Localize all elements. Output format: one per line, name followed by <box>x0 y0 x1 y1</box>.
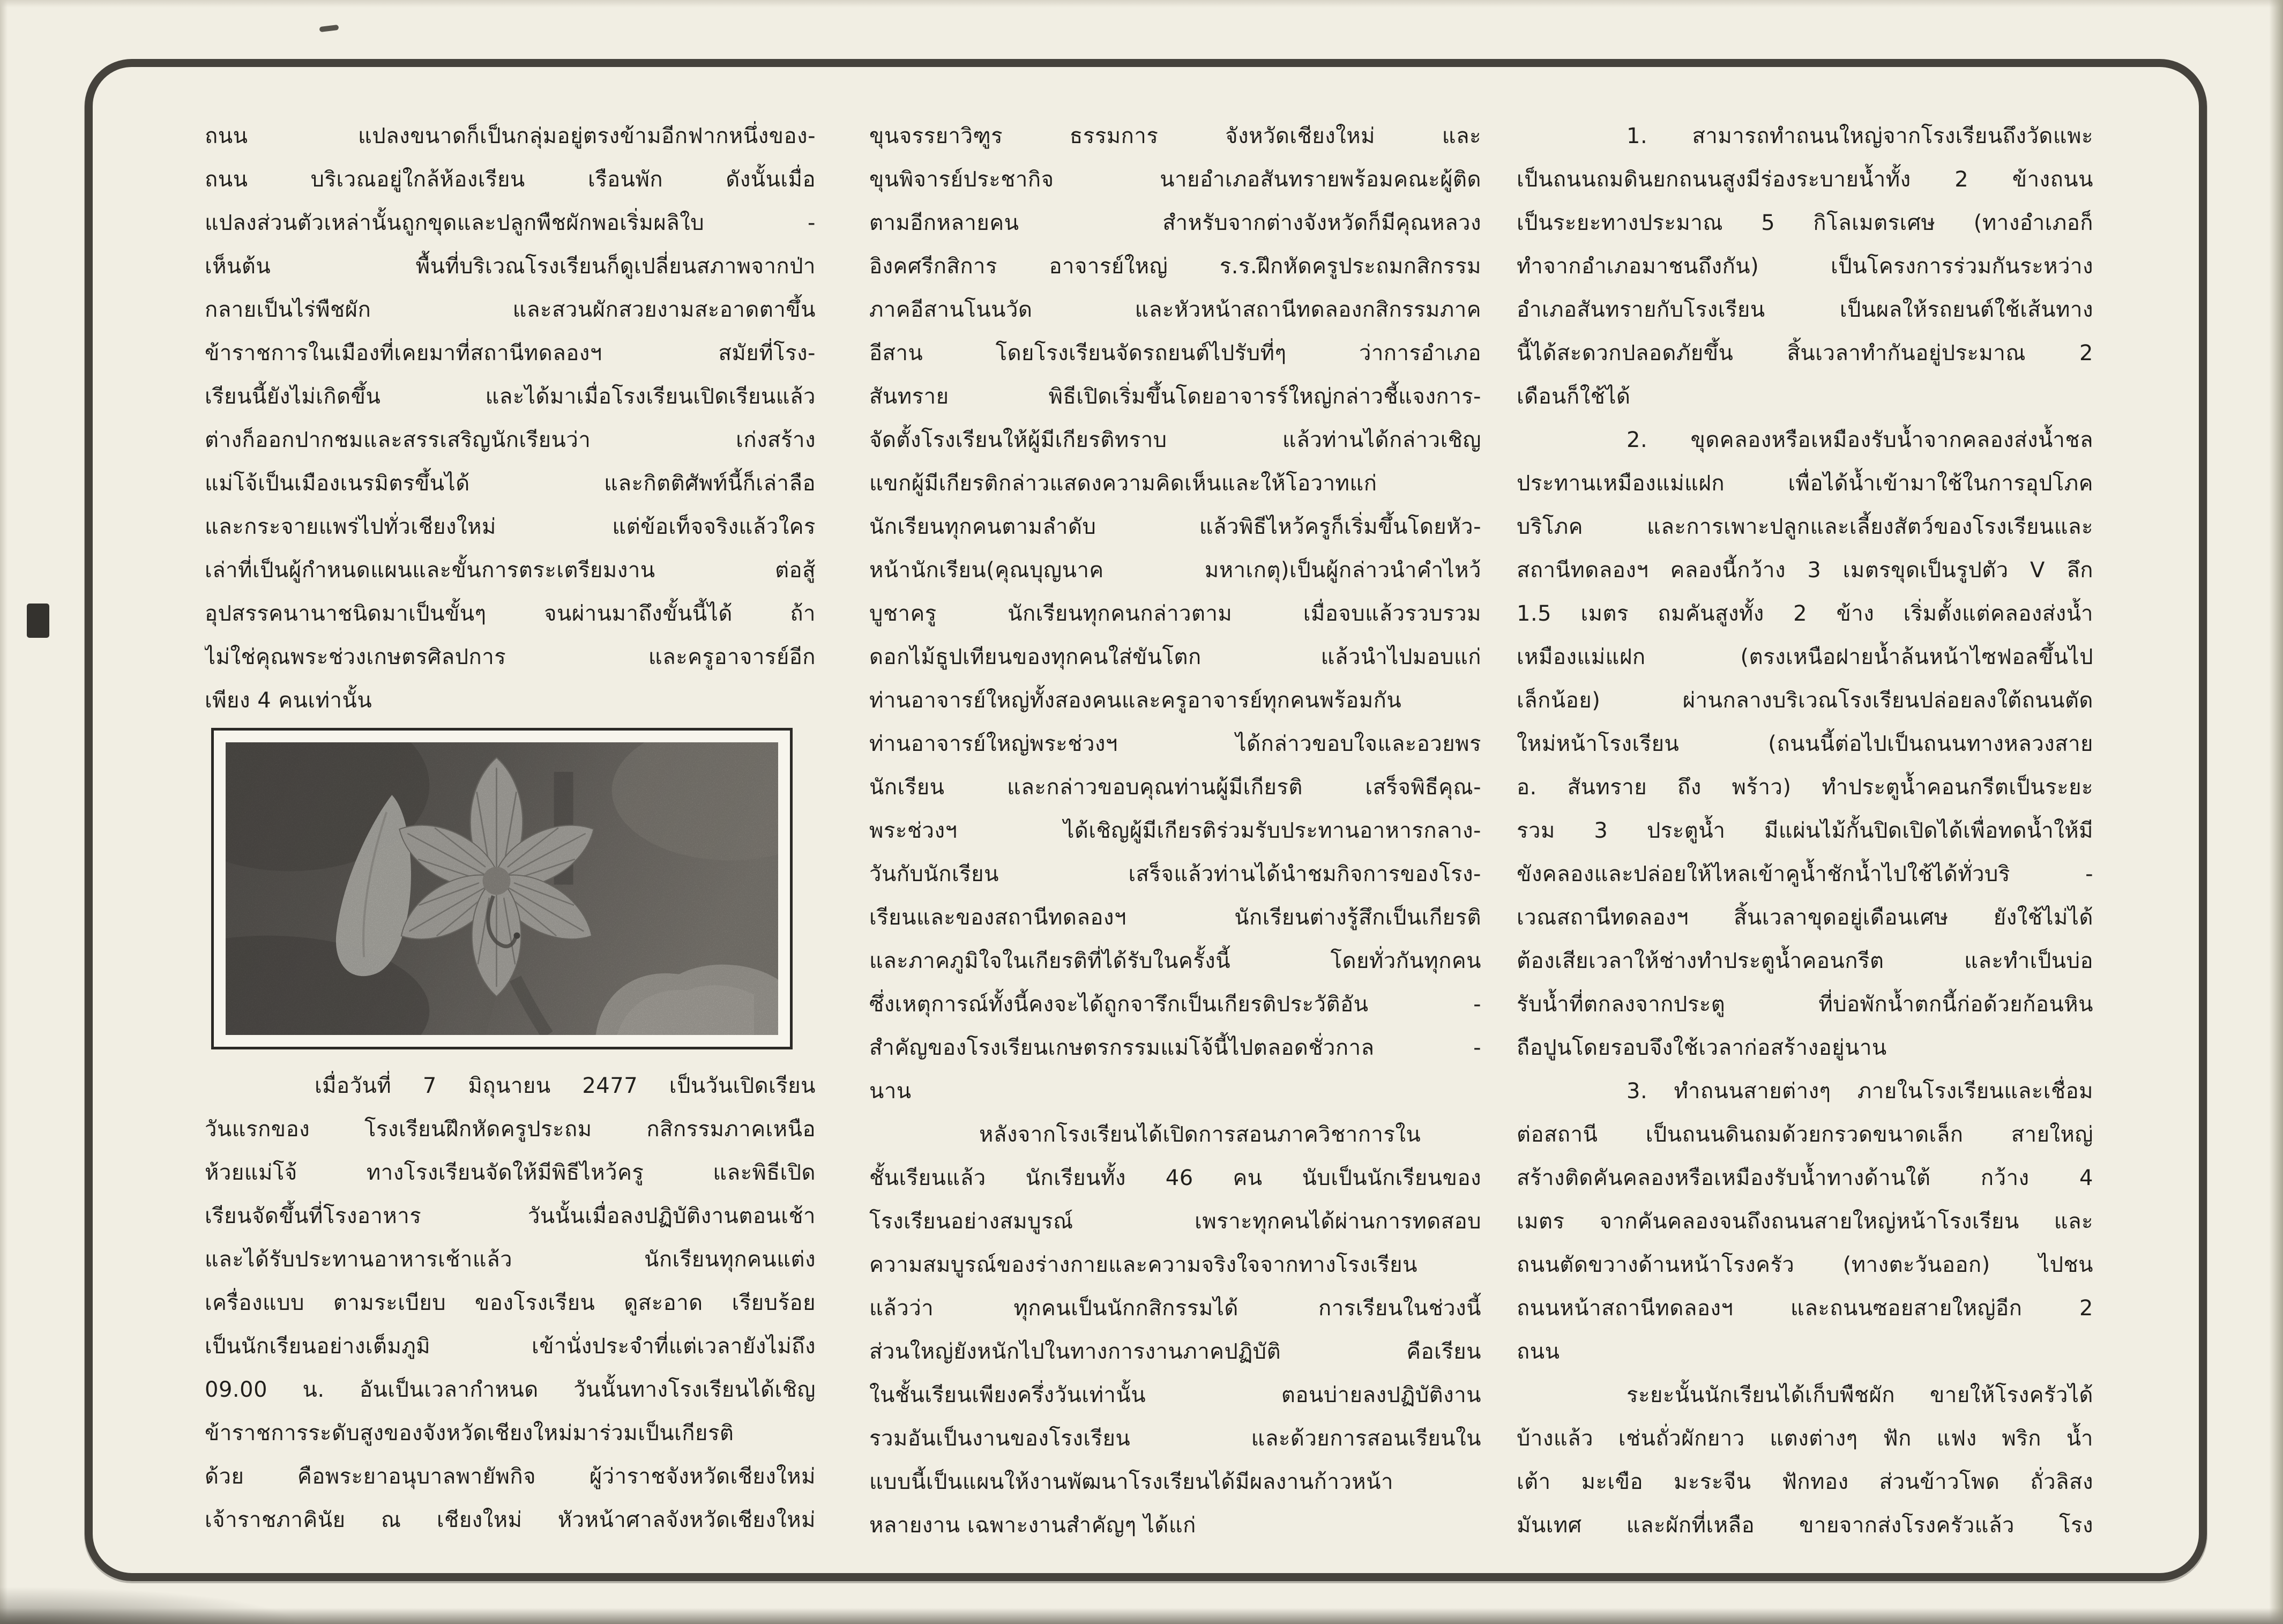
amaryllis-flower-illustration <box>226 742 778 1035</box>
text-line: 1. สามารถทำถนนใหญ่จากโรงเรียนถึงวัดแพะ <box>1627 124 2093 148</box>
text-line: ถนนตัดขวางด้านหน้าโรงครัว (ทางตะวันออก) ไปชน <box>1517 1253 2093 1277</box>
text-line: ถนน <box>1517 1339 1560 1364</box>
text-line: แขกผู้มีเกียรติกล่าวแสดงความคิดเห็นและให้โอวาทแก่ <box>869 471 1377 496</box>
text-line: โรงเรียนอย่างสมบูรณ์ เพราะทุกคนได้ผ่านการทดสอบ <box>869 1209 1481 1234</box>
paragraph <box>205 1064 816 1542</box>
text-line: ส่วนใหญ่ยังหนักไปในทางการงานภาคปฏิบัติ คือเรียน <box>869 1339 1481 1364</box>
text-line: จัดตั้งโรงเรียนให้ผู้มีเกียรติทราบ แล้วท่านได้กล่าวเชิญ <box>869 428 1481 452</box>
text-line: ข้าราชการในเมืองที่เคยมาที่สถานีทดลองฯ สมัยที่โรง- <box>205 341 816 366</box>
scan-corner-shadow <box>0 1586 300 1624</box>
text-line: นักเรียน และกล่าวขอบคุณท่านผู้มีเกียรติ เสร็จพิธีคุณ- <box>869 775 1481 800</box>
text-line: เพียง 4 คนเท่านั้น <box>205 688 372 713</box>
text-line: ถนน แปลงขนาดก็เป็นกลุ่มอยู่ตรงข้ามอีกฟากหนึ่งของ- <box>205 124 816 148</box>
text-line: กลายเป็นไร่พืชผัก และสวนผักสวยงามสะอาดตาขึ้น <box>205 297 816 322</box>
text-line: เป็นระยะทางประมาณ 5 กิโลเมตรเศษ (ทางอำเภอก็ <box>1517 211 2093 235</box>
text-line: ชั้นเรียนแล้ว นักเรียนทั้ง 46 คน นับเป็นนักเรียนของ <box>869 1166 1481 1190</box>
text-line: รับน้ำที่ตกลงจากประตู ที่บ่อพักน้ำตกนี้ก่อด้วยก้อนหิน <box>1517 992 2093 1017</box>
text-line: นี้ได้สะดวกปลอดภัยขึ้น สิ้นเวลาทำกันอยู่ประมาณ 2 <box>1517 341 2093 366</box>
text-line: 2. ขุดคลองหรือเหมืองรับน้ำจากคลองส่งน้ำชล <box>1627 428 2093 452</box>
text-line: สันทราย พิธีเปิดเริ่มขึ้นโดยอาจารร์ใหญ่กล่าวชี้แจงการ- <box>869 384 1481 409</box>
text-line: ด้วย คือพระยาอนุบาลพายัพกิจ ผู้ว่าราชจังหวัดเชียงใหม่ <box>205 1464 816 1489</box>
text-line: เป็นถนนถมดินยกถนนสูงมีร่องระบายน้ำทั้ง 2 ข้างถนน <box>1517 167 2093 192</box>
text-line: ดอกไม้ธูปเทียนของทุกคนใส่ขันโตก แล้วนำไปมอบแก่ <box>869 645 1481 669</box>
text-line: เรียนนี้ยังไม่เกิดขึ้น และได้มาเมื่อโรงเรียนเปิดเรียนแล้ว <box>205 384 816 409</box>
text-line: เป็นนักเรียนอย่างเต็มภูมิ เข้านั่งประจำที่แต่เวลายังไม่ถึง <box>205 1334 816 1359</box>
text-line: บูชาครู นักเรียนทุกคนกล่าวตาม เมื่อจบแล้วรวบรวม <box>869 601 1481 626</box>
paragraph <box>1517 1070 2093 1374</box>
text-line: แปลงส่วนตัวเหล่านั้นถูกขุดและปลูกพืชผักพอเริ่มผลิใบ - <box>205 211 816 235</box>
text-line: อ. สันทราย ถึง พร้าว) ทำประตูน้ำคอนกรีตเป็นระยะ <box>1517 775 2093 800</box>
text-line: อุปสรรคนานาชนิดมาเป็นขั้นๆ จนผ่านมาถึงขั้นนี้ได้ ถ้า <box>205 601 816 626</box>
text-column-left <box>205 115 816 1542</box>
text-line: ขังคลองและปล่อยให้ไหลเข้าคูน้ำชักน้ำไปใช้ได้ทั่วบริ - <box>1517 862 2093 887</box>
text-line: 3. ทำถนนสายต่างๆ ภายในโรงเรียนและเชื่อม <box>1627 1079 2093 1104</box>
text-line: ท่านอาจารย์ใหญ่พระช่วงฯ ได้กล่าวขอบใจและอวยพร <box>869 732 1481 756</box>
text-line: รวม 3 ประตูน้ำ มีแผ่นไม้กั้นปิดเปิดได้เพื่อทดน้ำให้มี <box>1517 818 2093 843</box>
text-line: ขุนพิจารย์ประชากิจ นายอำเภอสันทรายพร้อมคณะผู้ติด <box>869 167 1481 192</box>
text-line: เล็กน้อย) ผ่านกลางบริเวณโรงเรียนปล่อยลงใต้ถนนตัด <box>1517 688 2093 713</box>
text-line: เต้า มะเขือ มะระจีน ฟักทอง ส่วนข้าวโพด ถั่วลิสง <box>1517 1470 2093 1494</box>
text-line: เดือนก็ใช้ได้ <box>1517 384 1631 409</box>
text-line: สร้างติดคันคลองหรือเหมืองรับน้ำทางด้านใต้ กว้าง 4 <box>1517 1166 2093 1190</box>
text-line: ทำจากอำเภอมาชนถึงกัน) เป็นโครงการร่วมกันระหว่าง <box>1517 254 2093 279</box>
text-line: เห็นต้น พื้นที่บริเวณโรงเรียนก็ดูเปลี่ยนสภาพจากป่า <box>205 254 816 279</box>
text-line: ห้วยแม่โจ้ ทางโรงเรียนจัดให้มีพิธีไหว้ครู และพิธีเปิด <box>205 1160 816 1185</box>
scan-edge-right <box>2269 0 2283 1624</box>
text-line: ตามอีกหลายคน สำหรับจากต่างจังหวัดก็มีคุณหลวง <box>869 211 1481 235</box>
text-line: นาน <box>869 1079 912 1104</box>
text-column-right <box>1517 115 2093 1547</box>
text-line: เครื่องแบบ ตามระเบียบ ของโรงเรียน ดูสะอาด เรียบร้อย <box>205 1291 816 1315</box>
text-line: บริโภค และการเพาะปลูกและเลี้ยงสัตว์ของโรงเรียนและ <box>1517 515 2093 539</box>
paragraph <box>1517 419 2093 1070</box>
text-line: หลายงาน เฉพาะงานสำคัญๆ ได้แก่ <box>869 1513 1196 1538</box>
text-line: ในชั้นเรียนเพียงครึ่งวันเท่านั้น ตอนบ่ายลงปฏิบัติงาน <box>869 1383 1481 1407</box>
text-line: แม่โจ้เป็นเมืองเนรมิตรขึ้นได้ และกิตติศัพท์นี้ก็เล่าลือ <box>205 471 816 496</box>
text-line: เล่าที่เป็นผู้กำหนดแผนและขั้นการตระเตรียมงาน ต่อสู้ <box>205 558 816 583</box>
scan-artifact-speck <box>319 25 339 32</box>
text-line: เจ้าราชภาคินัย ณ เชียงใหม่ หัวหน้าศาลจังหวัดเชียงใหม่ <box>205 1508 816 1532</box>
text-line: หน้านักเรียน(คุณบุญนาค มหาเกตุ)เป็นผู้กล่าวนำคำไหว้ <box>869 558 1481 583</box>
text-line: เวณสถานีทดลองฯ สิ้นเวลาขุดอยู่เดือนเศษ ยังใช้ไม่ได้ <box>1517 905 2093 930</box>
flower-photo-image <box>226 742 778 1035</box>
paragraph <box>1517 115 2093 419</box>
text-line: วันแรกของ โรงเรียนฝึกหัดครูประถม กสิกรรมภาคเหนือ <box>205 1117 816 1142</box>
text-line: ประทานเหมืองแม่แฝก เพื่อได้น้ำเข้ามาใช้ในการอุปโภค <box>1517 471 2093 496</box>
text-line: สถานีทดลองฯ คลองนี้กว้าง 3 เมตรขุดเป็นรูปตัว V ลึก <box>1517 558 2093 583</box>
text-line: พระช่วงฯ ได้เชิญผู้มีเกียรติร่วมรับประทานอาหารกลาง- <box>869 818 1481 843</box>
paragraph <box>1517 1374 2093 1547</box>
paragraph <box>205 115 816 722</box>
text-column-center <box>869 115 1481 1547</box>
text-line: ถือปูนโดยรอบจึงใช้เวลาก่อสร้างอยู่นาน <box>1517 1036 1887 1060</box>
text-line: 1.5 เมตร ถมคันสูงทั้ง 2 ข้าง เริ่มตั้งแต่คลองส่งน้ำ <box>1517 601 2093 626</box>
text-line: ใหม่หน้าโรงเรียน (ถนนนี้ต่อไปเป็นถนนทางหลวงสาย <box>1517 732 2093 756</box>
scan-edge-left <box>0 0 8 1624</box>
text-line: และภาคภูมิใจในเกียรติที่ได้รับในครั้งนี้ โดยทั่วกันทุกคน <box>869 949 1481 973</box>
text-line: วันกับนักเรียน เสร็จแล้วท่านได้นำชมกิจการของโรง- <box>869 862 1481 887</box>
text-line: อิงคศรีกสิการ อาจารย์ใหญ่ ร.ร.ฝึกหัดครูประถมกสิกรรม <box>869 254 1481 279</box>
text-line: แบบนี้เป็นแผนให้งานพัฒนาโรงเรียนได้มีผลงานก้าวหน้า <box>869 1470 1393 1494</box>
text-line: อีสาน โดยโรงเรียนจัดรถยนต์ไปรับที่ๆ ว่าการอำเภอ <box>869 341 1481 366</box>
text-line: รวมอันเป็นงานของโรงเรียน และด้วยการสอนเรียนใน <box>869 1426 1481 1451</box>
text-line: อำเภอสันทรายกับโรงเรียน เป็นผลให้รถยนต์ใช้เส้นทาง <box>1517 297 2093 322</box>
paragraph <box>869 115 1481 1113</box>
text-line: เมตร จากคันคลองจนถึงถนนสายใหญ่หน้าโรงเรียน และ <box>1517 1209 2093 1234</box>
text-line: เมื่อวันที่ 7 มิถุนายน 2477 เป็นวันเปิดเรียน <box>315 1074 816 1098</box>
text-line: ภาคอีสานโนนวัด และหัวหน้าสถานีทดลองกสิกรรมภาค <box>869 297 1481 322</box>
text-line: บ้างแล้ว เช่นถั่วผักยาว แตงต่างๆ ฟัก แฟง พริก น้ำ <box>1517 1426 2093 1451</box>
flower-photo <box>211 728 793 1049</box>
paragraph <box>869 1113 1481 1547</box>
scan-edge-top <box>0 0 2283 8</box>
text-line: และกระจายแพร่ไปทั่วเชียงใหม่ แต่ข้อเท็จจริงแล้วใคร <box>205 515 816 539</box>
text-line: ต่างก็ออกปากชมและสรรเสริญนักเรียนว่า เก่งสร้าง <box>205 428 816 452</box>
text-line: ถนนหน้าสถานีทดลองฯ และถนนซอยสายใหญ่อีก 2 <box>1517 1296 2093 1321</box>
text-line: ขุนจรรยาวิฑูร ธรรมการ จังหวัดเชียงใหม่ และ <box>869 124 1481 148</box>
text-line: ถนน บริเวณอยู่ใกล้ห้องเรียน เรือนพัก ดังนั้นเมื่อ <box>205 167 816 192</box>
text-line: ซึ่งเหตุการณ์ทั้งนี้คงจะได้ถูกจารึกเป็นเกียรติประวัติอัน - <box>869 992 1481 1017</box>
text-line: เรียนและของสถานีทดลองฯ นักเรียนต่างรู้สึกเป็นเกียรติ <box>869 905 1481 930</box>
scan-artifact-tab <box>27 604 49 638</box>
text-line: หลังจากโรงเรียนได้เปิดการสอนภาควิชาการใน <box>979 1122 1421 1147</box>
text-line: และได้รับประทานอาหารเช้าแล้ว นักเรียนทุกคนแต่ง <box>205 1247 816 1272</box>
text-line: ระยะนั้นนักเรียนได้เก็บพืชผัก ขายให้โรงครัวได้ <box>1627 1383 2093 1407</box>
text-line: เรียนจัดขึ้นที่โรงอาหาร วันนั้นเมื่อลงปฏิบัติงานตอนเช้า <box>205 1204 816 1228</box>
scan-edge-bottom <box>0 1608 2283 1624</box>
text-line: นักเรียนทุกคนตามลำดับ แล้วพิธีไหว้ครูก็เริ่มขึ้นโดยหัว- <box>869 515 1481 539</box>
text-line: เหมืองแม่แฝก (ตรงเหนือฝายน้ำล้นหน้าไซฟอลขึ้นไป <box>1517 645 2093 669</box>
text-line: ท่านอาจารย์ใหญ่ทั้งสองคนและครูอาจารย์ทุกคนพร้อมกัน <box>869 688 1402 713</box>
text-line: แล้วว่า ทุกคนเป็นนักกสิกรรมได้ การเรียนในช่วงนี้ <box>869 1296 1481 1321</box>
text-line: มันเทศ และผักที่เหลือ ขายจากส่งโรงครัวแล้ว โรง <box>1517 1513 2093 1538</box>
text-line: ข้าราชการระดับสูงของจังหวัดเชียงใหม่มาร่วมเป็นเกียรติ <box>205 1421 734 1446</box>
text-line: 09.00 น. อันเป็นเวลากำหนด วันนั้นทางโรงเรียนได้เชิญ <box>205 1377 816 1402</box>
text-line: ไม่ใช่คุณพระช่วงเกษตรศิลปการ และครูอาจารย์อีก <box>205 645 816 669</box>
text-line: ความสมบูรณ์ของร่างกายและความจริงใจจากทางโรงเรียน <box>869 1253 1417 1277</box>
text-line: ต้องเสียเวลาให้ช่างทำประตูน้ำคอนกรีต และทำเป็นบ่อ <box>1517 949 2093 973</box>
text-line: ต่อสถานี เป็นถนนดินถมด้วยกรวดขนาดเล็ก สายใหญ่ <box>1517 1122 2093 1147</box>
text-line: สำคัญของโรงเรียนเกษตรกรรมแม่โจ้นี้ไปตลอดชั่วกาล - <box>869 1036 1481 1060</box>
